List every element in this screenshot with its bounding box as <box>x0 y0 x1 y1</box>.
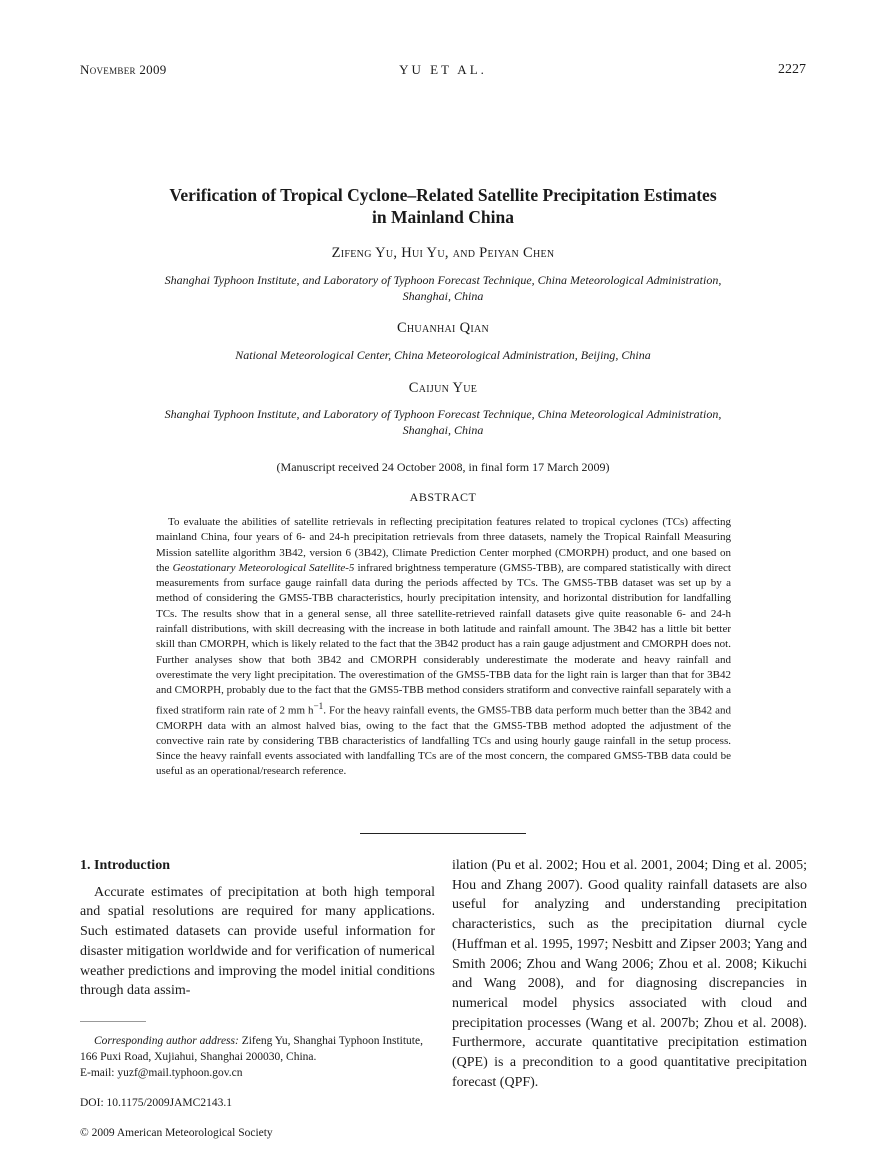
footnote-rule <box>80 1021 146 1022</box>
author-group-1-names: Zifeng Yu, Hui Yu, and Peiyan Chen <box>331 245 555 261</box>
author-group-3-affiliation <box>100 406 786 438</box>
title-line-2: in Mainland China <box>372 207 514 227</box>
running-header <box>80 62 806 82</box>
affiliation-2-line-1: National Meteorological Center, China Meteorological Administration, Beijing, China <box>235 348 651 362</box>
left-column <box>80 856 435 1001</box>
header-date: November 2009 <box>80 62 167 77</box>
intro-paragraph-left: Accurate estimates of precipitation at both high temporal and spatial resolutions are required for many applications. Such estimated datasets can provide useful information for disaster mitigation worldwide and for verification of numerical weather predictions and improving the model initial conditions through data assim- <box>80 884 435 999</box>
page-number: 2227 <box>778 62 806 77</box>
manuscript-note: (Manuscript received 24 October 2008, in final form 17 March 2009) <box>276 460 610 474</box>
affiliation-3-line-2: Shanghai, China <box>402 423 484 437</box>
title-line-1: Verification of Tropical Cyclone–Related Satellite Precipitation Estimates <box>169 185 717 205</box>
footnote <box>80 1033 435 1081</box>
copyright: © 2009 American Meteorological Society <box>80 1127 273 1139</box>
affiliation-1-line-1: Shanghai Typhoon Institute, and Laboratory of Typhoon Forecast Technique, China Meteorological Administration, <box>164 273 722 287</box>
affiliation-3-line-1: Shanghai Typhoon Institute, and Laboratory of Typhoon Forecast Technique, China Meteorological Administration, <box>164 407 722 421</box>
footnote-label: Corresponding author address: <box>94 1035 239 1047</box>
paper-title <box>100 184 786 228</box>
right-column <box>452 856 807 1092</box>
abstract-satellite-name: Geostationary Meteorological Satellite-5 <box>172 561 355 574</box>
footnote-email: E-mail: yuzf@mail.typhoon.gov.cn <box>80 1067 243 1079</box>
abstract-part-2: infrared brightness temperature (GMS5-TBB), are compared statistically with direct measurements from surface gauge rainfall data during the periods affected by TCs. The GMS5-TBB dataset was set up by a method of considering the GMS5-TBB characteristics, hourly precipitation intensity, and horizontal distribution for landfalling TCs. The results show that in a general sense, all three satellite-retrieved rainfall datasets give quite reasonable 6- and 24-h rainfall distributions, with skill decreasing with the increase in both latitude and rainfall amount. The 3B42 has a little bit better skill than CMORPH, which is likely related to the fact that the 3B42 product has a rain gauge adjustment and CMORPH does not. Further analyses show that both 3B42 and CMORPH considerably underestimate the moderate and heavy rainfall and overestimate the very light precipitation. The overestimation of the GMS5-TBB data for the light rain is larger than that for 3B42 and CMORPH, probably due to the fact that the GMS5-TBB method considers stratiform and convective rainfall separately with a fixed stratiform rain rate of 2 mm h <box>156 561 731 717</box>
author-group-1-affiliation <box>100 272 786 304</box>
abstract-superscript: −1 <box>313 700 324 711</box>
section-divider <box>360 833 526 834</box>
section-heading-introduction: 1. Introduction <box>80 858 170 873</box>
affiliation-1-line-2: Shanghai, China <box>402 289 484 303</box>
abstract-heading: ABSTRACT <box>409 490 477 504</box>
abstract-text <box>156 515 731 780</box>
author-group-3-names: Caijun Yue <box>408 380 478 396</box>
author-group-2-names: Chuanhai Qian <box>396 320 490 336</box>
abstract-part-3: . For the heavy rainfall events, the GMS5-TBB data perform much better than the 3B42 and CMORPH data with an almost halved bias, owing to the fact that the GMS5-TBB method adopted the adjustment of the convective rain rate by considering TBB characteristics of landfalling TCs and using hourly gauge rainfall in the setup process. Since the heavy rainfall events associated with landfalling TCs are of the most concern, the compared GMS5-TBB data could be useful as an operational/research reference. <box>156 704 731 778</box>
intro-paragraph-right: ilation (Pu et al. 2002; Hou et al. 2001, 2004; Ding et al. 2005; Hou and Zhang 2007). Good quality rainfall datasets are also useful for analyzing and understanding precipitation characteristics, such as the precipitation diurnal cycle (Huffman et al. 1995, 1997; Nesbitt and Zipser 2003; Yang and Smith 2006; Zhou and Wang 2006; Zhou et al. 2008; Kikuchi and Wang 2008), and for diagnosing discrepancies in numerical model physics associated with cloud and precipitation processes (Wang et al. 2007b; Zhou et al. 2008). Furthermore, accurate quantitative precipitation estimation (QPE) is a precondition to a good quantitative precipitation forecast (QPF). <box>452 858 807 1090</box>
abstract-part-1: To evaluate the abilities of satellite retrievals in reflecting precipitation features related to tropical cyclones (TCs) affecting mainland China, four years of 6- and 24-h precipitation retrievals from three datasets, namely the Tropical Rainfall Measuring Mission satellite algorithm 3B42, version 6 (3B42), Climate Prediction Center morphed (CMORPH) product, and one based on the <box>156 516 731 574</box>
author-group-2-affiliation <box>100 347 786 363</box>
footnote-address: Zifeng Yu, Shanghai Typhoon Institute, 166 Puxi Road, Xujiahui, Shanghai 200030, China. <box>80 1035 423 1063</box>
header-authors: YU ET AL. <box>399 62 487 77</box>
doi: DOI: 10.1175/2009JAMC2143.1 <box>80 1097 232 1109</box>
